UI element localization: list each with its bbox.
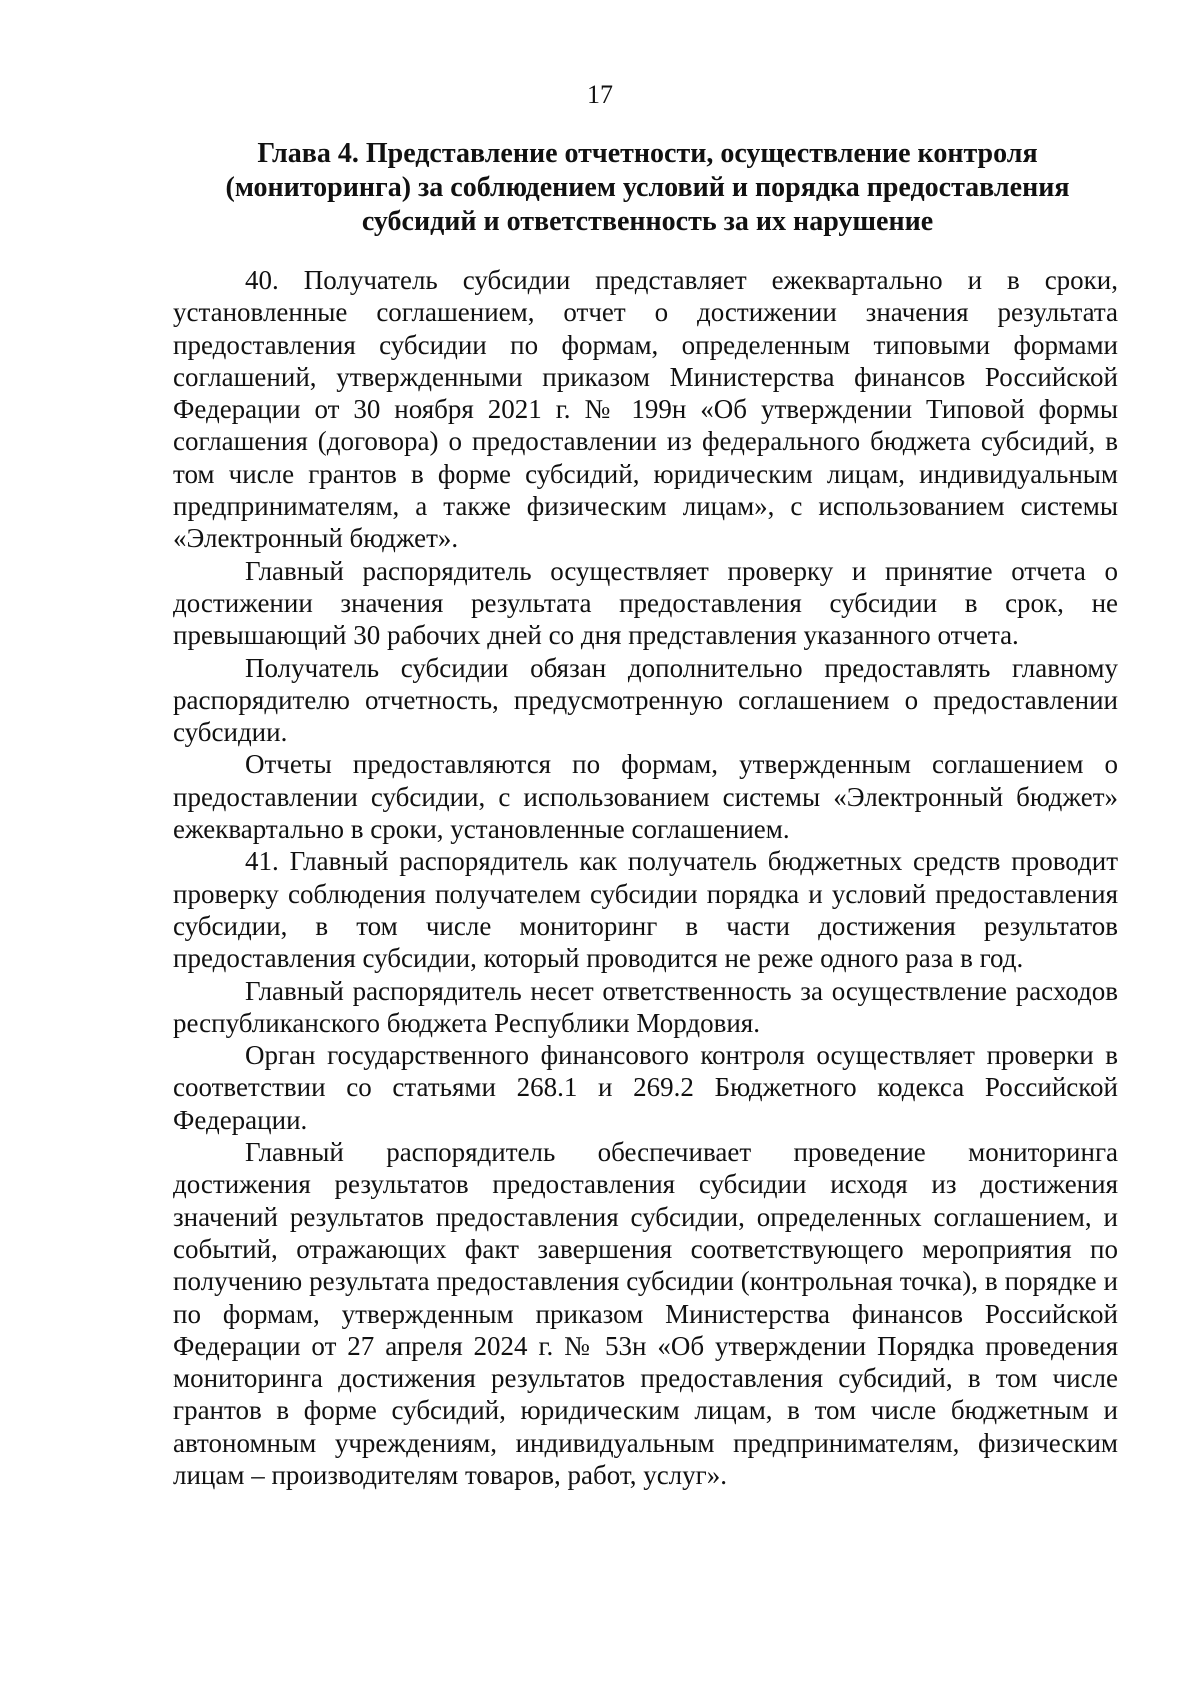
- paragraph: Получатель субсидии обязан дополнительно предоставлять главному распорядителю отчетность, предусмотренную соглашением о предоставлении субсидии.: [173, 652, 1118, 748]
- paragraph-40: 40. Получатель субсидии представляет ежеквартально и в сроки, установленные соглашением, отчет о достижении значения результата предоставления субсидии по формам, определенным типовыми формами соглашений, утвержденными приказом Министерства финансов Российской Федерации от 30 ноября 2021 г. № 199н «Об утверждении Типовой формы соглашения (договора) о предоставлении из федерального бюджета субсидий, в том числе грантов в форме субсидий, юридическим лицам, индивидуальным предпринимателям, а также физическим лицам», с использованием системы «Электронный бюджет».: [173, 265, 1118, 554]
- paragraph: Орган государственного финансового контроля осуществляет проверки в соответствии со статьями 268.1 и 269.2 Бюджетного кодекса Российской Федерации.: [173, 1040, 1118, 1135]
- chapter-title-line: субсидий и ответственность за их нарушение: [361, 206, 934, 237]
- paragraph: Главный распорядитель осуществляет проверку и принятие отчета о достижении значения результата предоставления субсидии в срок, не превышающий 30 рабочих дней со дня представления указанного отчета.: [173, 555, 1118, 651]
- page-number: 17: [587, 80, 613, 109]
- paragraph-41: 41. Главный распорядитель как получатель бюджетных средств проводит проверку соблюдения получателем субсидии порядка и условий предоставления субсидии, в том числе мониторинг в части достижения результатов предоставления субсидии, который проводится не реже одного раза в год.: [173, 846, 1118, 974]
- paragraph: Отчеты предоставляются по формам, утвержденным соглашением о предоставлении субсидии, с использованием системы «Электронный бюджет» ежеквартально в сроки, установленные соглашением.: [173, 749, 1118, 845]
- chapter-title-line: (мониторинга) за соблюдением условий и порядка предоставления: [225, 172, 1070, 203]
- paragraph: Главный распорядитель несет ответственность за осуществление расходов республиканского бюджета Республики Мордовия.: [173, 975, 1118, 1038]
- body-text: [173, 264, 1118, 1491]
- chapter-title: [175, 137, 1120, 239]
- paragraph: Главный распорядитель обеспечивает проведение мониторинга достижения результатов предоставления субсидии исходя из достижения значений результатов предоставления субсидии, определенных соглашением, и событий, отражающих факт завершения соответствующего мероприятия по получению результата предоставления субсидии (контрольная точка), в порядке и по формам, утвержденным приказом Министерства финансов Российской Федерации от 27 апреля 2024 г. № 53н «Об утверждении Порядка проведения мониторинга достижения результатов предоставления субсидий, в том числе грантов в форме субсидий, юридическим лицам, в том числе бюджетным и автономным учреждениям, индивидуальным предпринимателям, физическим лицам – производителям товаров, работ, услуг».: [173, 1137, 1118, 1490]
- chapter-title-line: Глава 4. Представление отчетности, осуществление контроля: [257, 138, 1038, 169]
